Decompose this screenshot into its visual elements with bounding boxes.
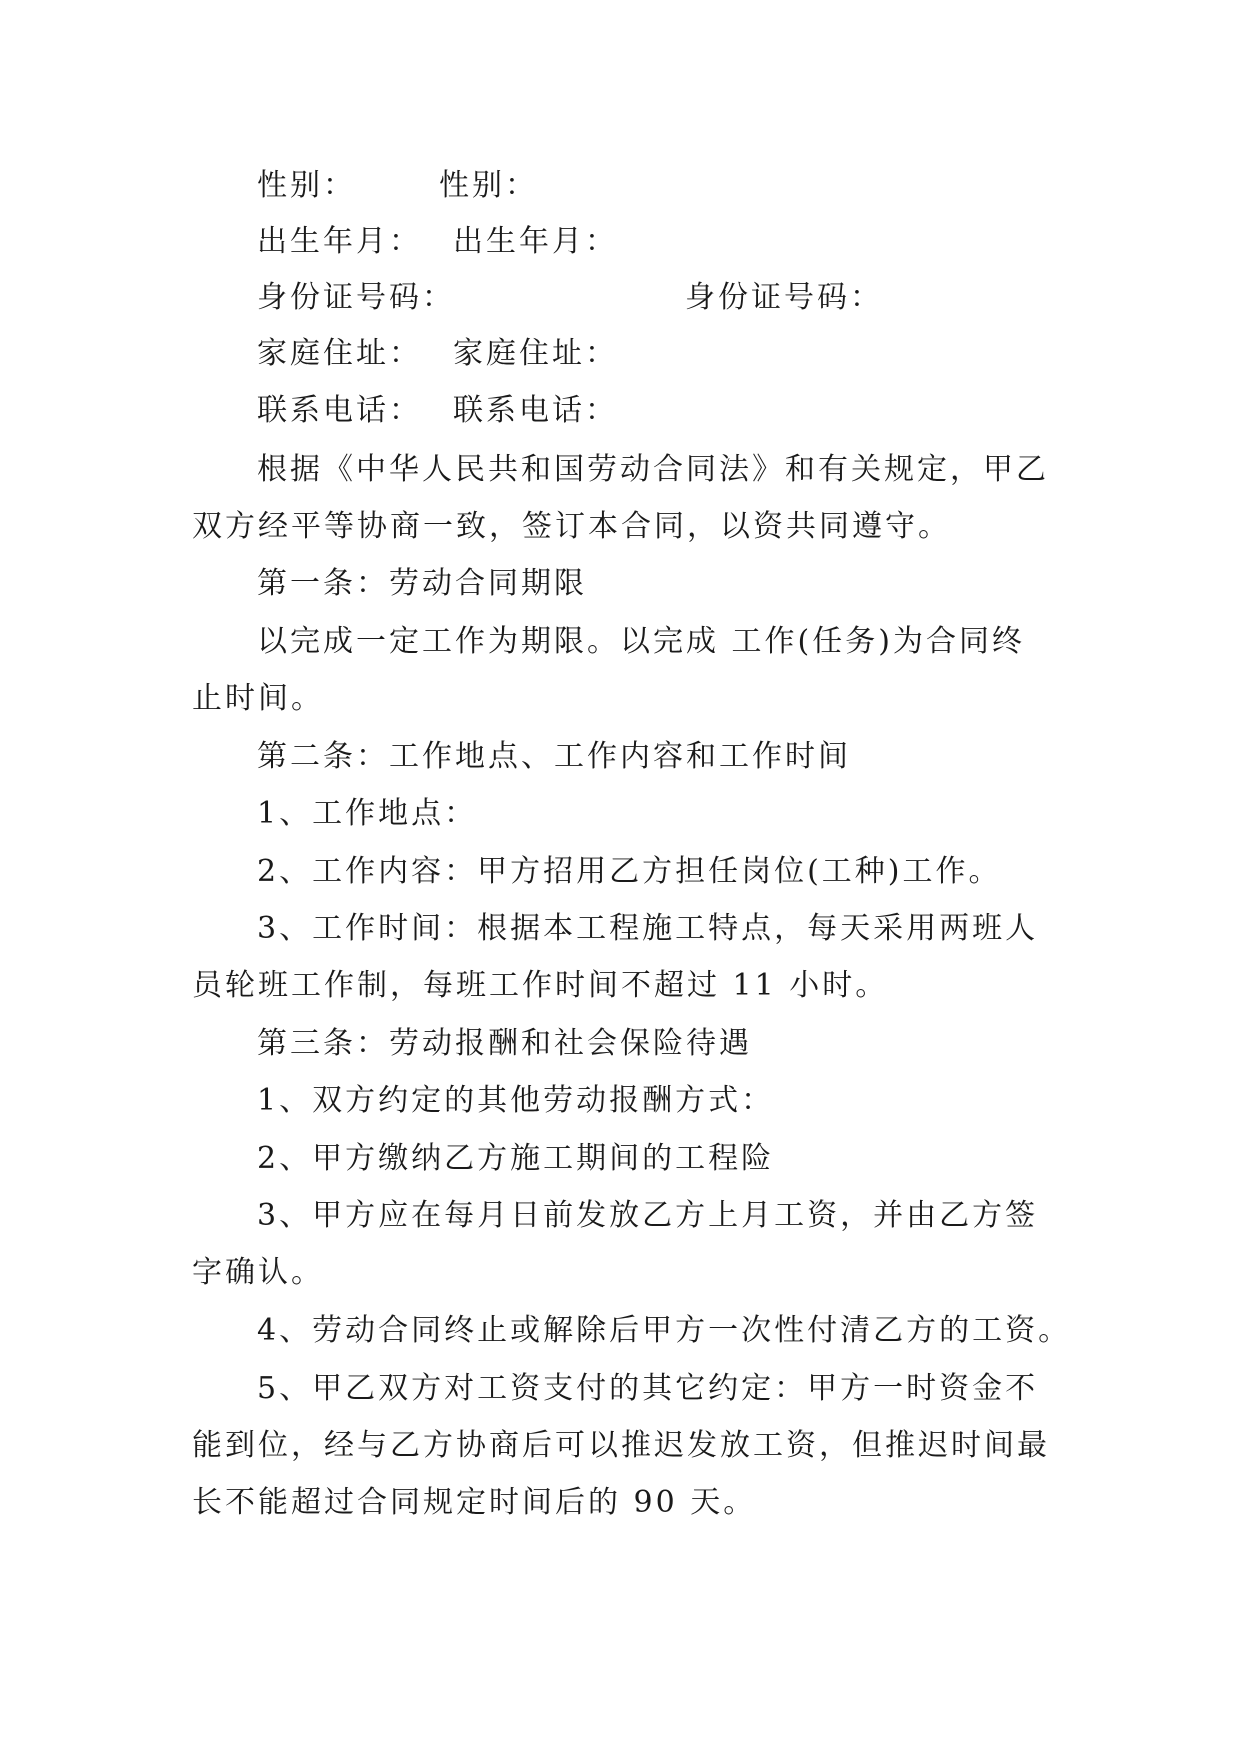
article-3-item-2: 2、甲方缴纳乙方施工期间的工程险 [257, 1141, 775, 1176]
intro-paragraph-line-1: 根据《中华人民共和国劳动合同法》和有关规定，甲乙 [257, 452, 1049, 487]
id-number-label-party-b: 身份证号码： [685, 280, 883, 315]
address-label-party-b: 家庭住址： [453, 336, 618, 371]
article-3-item-3-line-2: 字确认。 [192, 1255, 324, 1290]
article-2-item-3-line-1: 3、工作时间：根据本工程施工特点，每天采用两班人 [257, 911, 1039, 946]
gender-label-party-b: 性别： [439, 168, 538, 203]
address-row [257, 334, 1097, 374]
article-3-item-5-line-2: 能到位，经与乙方协商后可以推迟发放工资，但推迟时间最 [192, 1428, 1050, 1463]
birth-label-party-a: 出生年月： [257, 224, 422, 259]
intro-paragraph-line-2: 双方经平等协商一致，签订本合同，以资共同遵守。 [192, 509, 951, 544]
birth-label-party-b: 出生年月： [453, 224, 618, 259]
article-2-item-1: 1、工作地点： [257, 796, 478, 831]
gender-label-party-a: 性别： [257, 168, 356, 203]
article-2-item-3-line-2: 员轮班工作制，每班工作时间不超过 11 小时。 [192, 968, 889, 1003]
birth-row [257, 222, 1097, 262]
phone-row [257, 391, 1097, 431]
article-3-item-5-line-1: 5、甲乙双方对工资支付的其它约定：甲方一时资金不 [257, 1371, 1039, 1406]
article-3-item-5-line-3: 长不能超过合同规定时间后的 90 天。 [192, 1485, 757, 1520]
article-1-title: 第一条：劳动合同期限 [257, 566, 587, 601]
article-1-text-line-1: 以完成一定工作为期限。以完成 工作(任务)为合同终 [257, 624, 1025, 659]
phone-label-party-a: 联系电话： [257, 393, 422, 428]
article-2-item-2: 2、工作内容：甲方招用乙方担任岗位(工种)工作。 [257, 854, 1002, 889]
article-3-item-1: 1、双方约定的其他劳动报酬方式： [257, 1083, 775, 1118]
id-number-label-party-a: 身份证号码： [257, 280, 455, 315]
phone-label-party-b: 联系电话： [453, 393, 618, 428]
address-label-party-a: 家庭住址： [257, 336, 422, 371]
article-3-title: 第三条：劳动报酬和社会保险待遇 [257, 1026, 752, 1061]
article-3-item-3-line-1: 3、甲方应在每月日前发放乙方上月工资，并由乙方签 [257, 1198, 1039, 1233]
article-1-text-line-2: 止时间。 [192, 681, 324, 716]
id-number-row [257, 278, 1097, 318]
gender-row [257, 166, 1097, 206]
article-3-item-4: 4、劳动合同终止或解除后甲方一次性付清乙方的工资。 [257, 1313, 1072, 1348]
article-2-title: 第二条：工作地点、工作内容和工作时间 [257, 739, 851, 774]
